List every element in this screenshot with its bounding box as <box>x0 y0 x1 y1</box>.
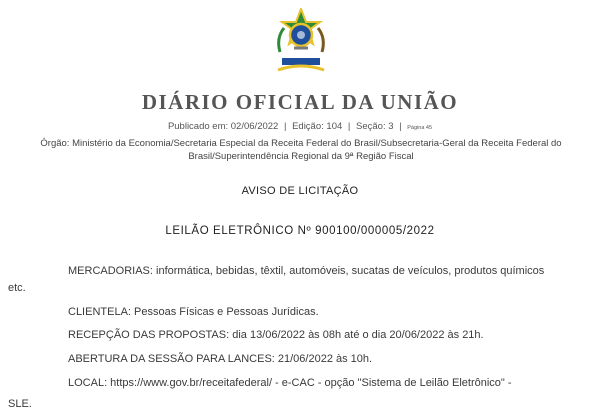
local-continuation: SLE. <box>8 398 32 410</box>
separator: | <box>399 121 402 132</box>
separator: | <box>347 121 351 132</box>
publication-page: Página 45 <box>407 125 433 131</box>
orgao-text: Órgão: Ministério da Economia/Secretaria Especial da Receita Federal do Brasil/Subsecretaria-Geral da Receita Federal do Brasil/Superintendência Regional da 9ª Região Fiscal <box>40 138 562 162</box>
mercadorias-continuation: etc. <box>8 282 26 294</box>
publication-date: Publicado em: 02/06/2022 <box>167 121 279 132</box>
masthead-title: DIÁRIO OFICIAL DA UNIÃO <box>141 90 459 114</box>
brazil-coat-of-arms-icon <box>272 8 330 78</box>
notice-type: AVISO DE LICITAÇÃO <box>241 185 359 197</box>
local-paragraph: LOCAL: https://www.gov.br/receitafederal/ - e-CAC - opção "Sistema de Leilão Eletrônico" - <box>68 377 512 389</box>
publication-info <box>0 121 600 132</box>
notice-title: LEILÃO ELETRÔNICO Nº 900100/000005/2022 <box>165 225 435 237</box>
clientela-paragraph: CLIENTELA: Pessoas Físicas e Pessoas Jurídicas. <box>68 306 319 318</box>
mercadorias-paragraph: MERCADORIAS: informática, bebidas, têxtil, automóveis, sucatas de veículos, produtos químicos <box>68 265 545 277</box>
publication-edition: Edição: 104 <box>292 121 343 132</box>
separator: | <box>283 121 287 132</box>
abertura-paragraph: ABERTURA DA SESSÃO PARA LANCES: 21/06/2022 às 10h. <box>68 353 373 365</box>
publication-section: Seção: 3 <box>356 121 394 132</box>
recepcao-paragraph: RECEPÇÃO DAS PROPOSTAS: dia 13/06/2022 às 08h até o dia 20/06/2022 às 21h. <box>68 329 484 341</box>
